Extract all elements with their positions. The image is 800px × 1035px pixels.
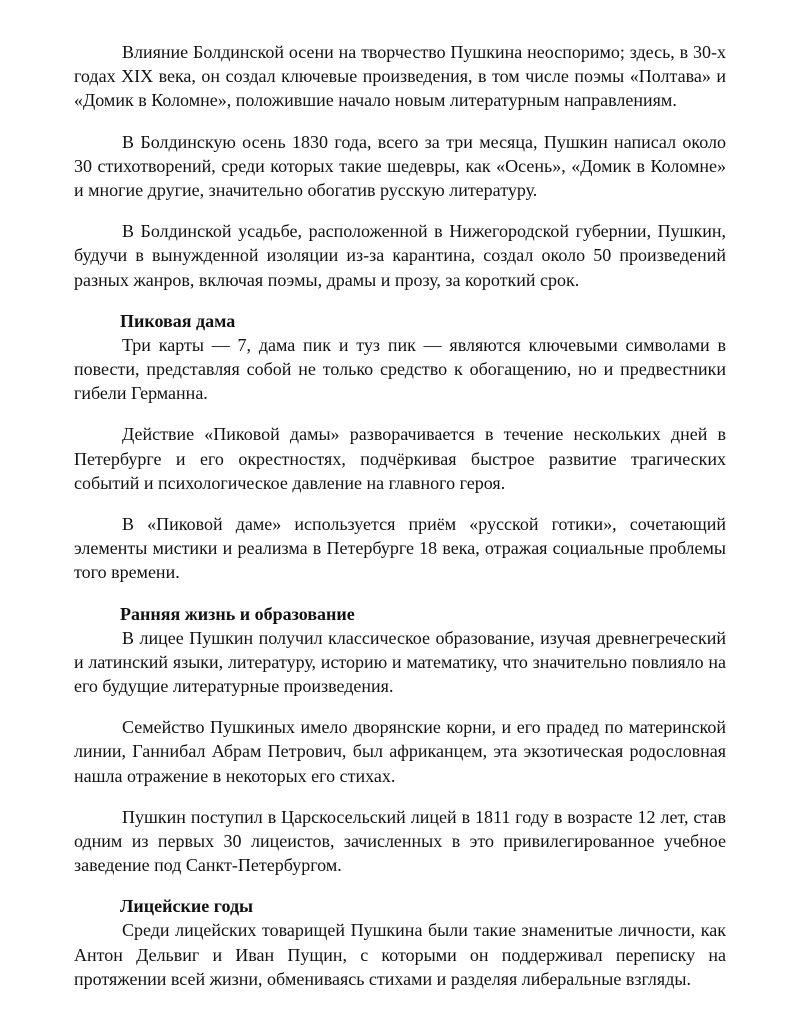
section-queen-of-spades <box>74 309 726 585</box>
section-heading: Ранняя жизнь и образование <box>120 603 355 624</box>
paragraph-tsarskoye-selo: Пушкин поступил в Царскосельский лицей в 1811 году в возрасте 12 лет, став одним из первых 30 лицеистов, зачисленных в это привилегированное учебное заведение под Санкт-Петербургом. <box>74 806 726 876</box>
paragraph-russian-gothic: В «Пиковой даме» используется приём «русской готики», сочетающий элементы мистики и реализма в Петербурге 18 века, отражая социальные проблемы того времени. <box>74 514 726 583</box>
paragraph-lyceum-friends: Среди лицейских товарищей Пушкина были такие знаменитые личности, как Антон Дельвиг и Иван Пущин, с которыми он поддерживал переписку на протяжении всей жизни, обмениваясь стихами и разделяя либеральные взгляды. <box>74 920 726 989</box>
section-early-life <box>74 602 726 878</box>
section-heading: Лицейские годы <box>120 896 254 917</box>
paragraph-petersburg-setting: Действие «Пиковой дамы» разворачивается в течение нескольких дней в Петербурге и его окрестностях, подчёркивая быстрое развитие трагических событий и психологическое давление на главного героя. <box>74 424 726 493</box>
section-lyceum-years <box>74 894 726 991</box>
document-page <box>74 40 726 1008</box>
paragraph-boldino-influence: Влияние Болдинской осени на творчество Пушкина неоспоримо; здесь, в 30-х годах XIX века, он создал ключевые произведения, в том числе поэмы «Полтава» и «Домик в Коломне», положившие начало новым литературным направлениям. <box>74 42 726 111</box>
paragraph-boldino-autumn-1830: В Болдинскую осень 1830 года, всего за три месяца, Пушкин написал около 30 стихотворений, среди которых такие шедевры, как «Осень», «Домик в Коломне» и многие другие, значительно обогатив русскую литературу. <box>74 131 726 201</box>
paragraph-lyceum-education: В лицее Пушкин получил классическое образование, изучая древнегреческий и латинский языки, литературу, историю и математику, что значительно повлияло на его будущие литературные произведения. <box>74 627 726 697</box>
paragraph-family-roots: Семейство Пушкиных имело дворянские корни, и его прадед по материнской линии, Ганнибал Абрам Петрович, был африканцем, эта экзотическая родословная нашла отражение в некоторых его стихах. <box>74 717 726 786</box>
section-heading: Пиковая дама <box>120 310 236 331</box>
paragraph-three-cards: Три карты — 7, дама пик и туз пик — являются ключевыми символами в повести, представляя собой не только средство к обогащению, но и предвестники гибели Германна. <box>74 334 726 404</box>
paragraph-boldino-estate: В Болдинской усадьбе, расположенной в Нижегородской губернии, Пушкин, будучи в вынужденной изоляции из-за карантина, создал около 50 произведений разных жанров, включая поэмы, драмы и прозу, за короткий срок. <box>74 221 726 290</box>
